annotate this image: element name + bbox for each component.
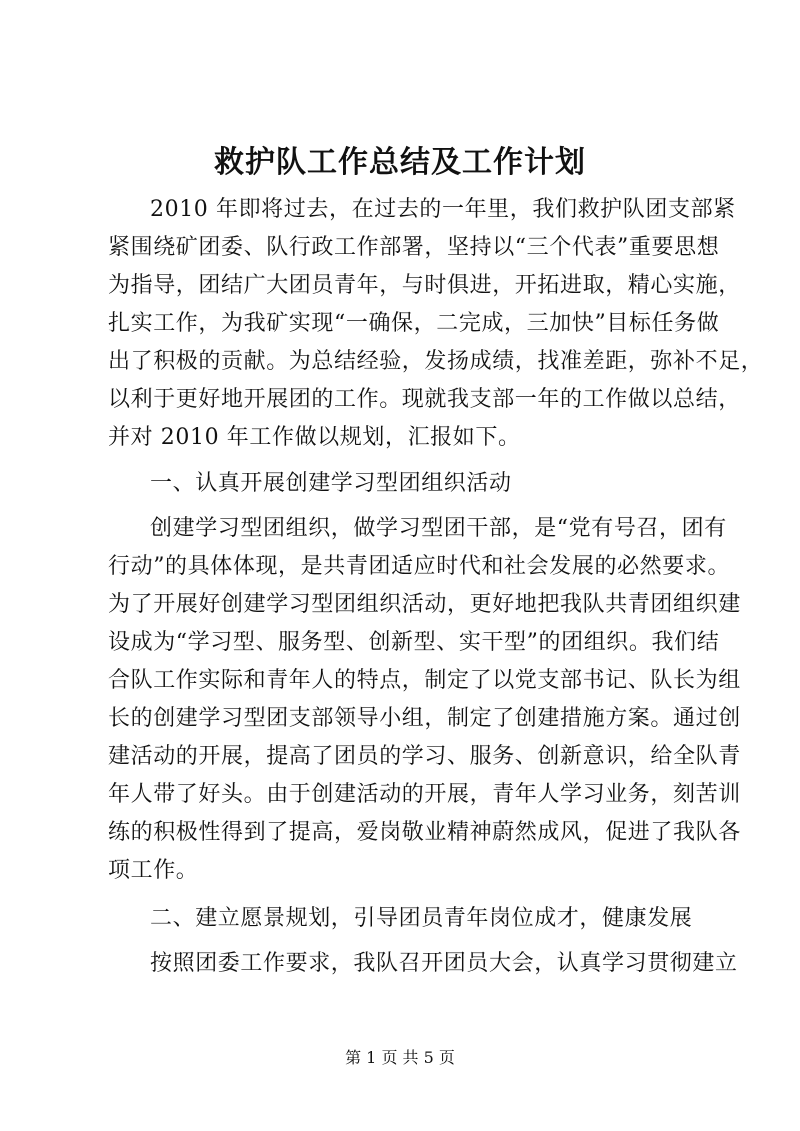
page-number: 第 1 页 共 5 页: [345, 1048, 455, 1067]
body-line: 设成为“学习型、服务型、创新型、实干型”的团组织。我们结: [108, 630, 720, 655]
body-line: 扎实工作，为我矿实现“一确保，二完成，三加快”目标任务做: [108, 311, 720, 336]
body-line: 紧围绕矿团委、队行政工作部署，坚持以“三个代表”重要思想: [108, 235, 720, 260]
body-line: 年人带了好头。由于创建活动的开展，青年人学习业务，刻苦训: [108, 782, 741, 807]
body-line: 以利于更好地开展团的工作。现就我支部一年的工作做以总结，: [108, 387, 741, 412]
body-line: 建活动的开展，提高了团员的学习、服务、创新意识，给全队青: [108, 744, 741, 769]
body-line: 创建学习型团组织，做学习型团干部，是“党有号召，团有: [150, 516, 727, 541]
document-title: 救护队工作总结及工作计划: [214, 145, 586, 180]
body-line: 按照团委工作要求，我队召开团员大会，认真学习贯彻建立: [150, 951, 738, 976]
body-line: 并对 2010 年工作做以规划，汇报如下。: [108, 425, 521, 450]
body-line: 长的创建学习型团支部领导小组，制定了创建措施方案。通过创: [108, 706, 741, 731]
body-line: 为指导，团结广大团员青年，与时俱进，开拓进取，精心实施，: [108, 273, 741, 298]
body-line: 练的积极性得到了提高，爱岗敬业精神蔚然成风，促进了我队各: [108, 820, 741, 845]
body-line: 为了开展好创建学习型团组织活动，更好地把我队共青团组织建: [108, 592, 741, 617]
section-heading-2: 二、建立愿景规划，引导团员青年岗位成才，健康发展: [150, 906, 693, 931]
section-heading-1: 一、认真开展创建学习型团组织活动: [150, 471, 512, 496]
body-line: 行动”的具体体现，是共青团适应时代和社会发展的必然要求。: [108, 554, 731, 579]
body-line: 2010 年即将过去，在过去的一年里，我们救护队团支部紧: [150, 197, 736, 222]
body-line: 出了积极的贡献。为总结经验，发扬成绩，找准差距，弥补不足，: [108, 349, 764, 374]
body-line: 合队工作实际和青年人的特点，制定了以党支部书记、队长为组: [108, 668, 741, 693]
body-line: 项工作。: [108, 858, 199, 883]
